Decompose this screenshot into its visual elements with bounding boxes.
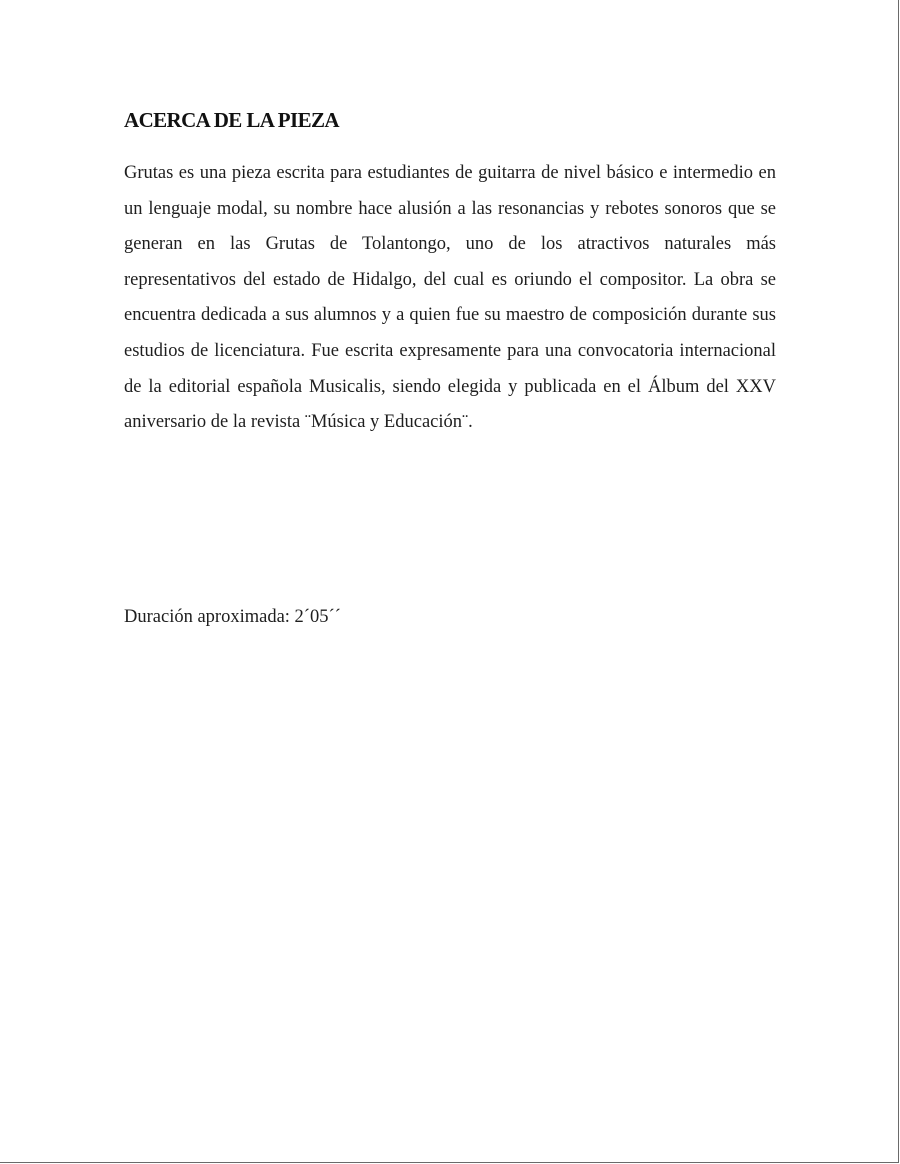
section-heading: ACERCA DE LA PIEZA — [124, 108, 339, 132]
about-paragraph: Grutas es una pieza escrita para estudiantes de guitarra de nivel básico e intermedio en un lenguaje modal, su nombre hace alusión a las resonancias y rebotes sonoros que se generan en las Grutas de Tolantongo, uno de los atractivos naturales más representativos del estado de Hidalgo, del cual es oriundo el compositor. La obra se encuentra dedicada a sus alumnos y a quien fue su maestro de composición durante sus estudios de licenciatura. Fue escrita expresamente para una convocatoria internacional de la editorial española Musicalis, siendo elegida y publicada en el Álbum del XXV aniversario de la revista ¨Música y Educación¨. — [124, 163, 776, 433]
duration-text: Duración aproximada: 2´05´´ — [124, 607, 341, 627]
content-area — [124, 106, 776, 441]
